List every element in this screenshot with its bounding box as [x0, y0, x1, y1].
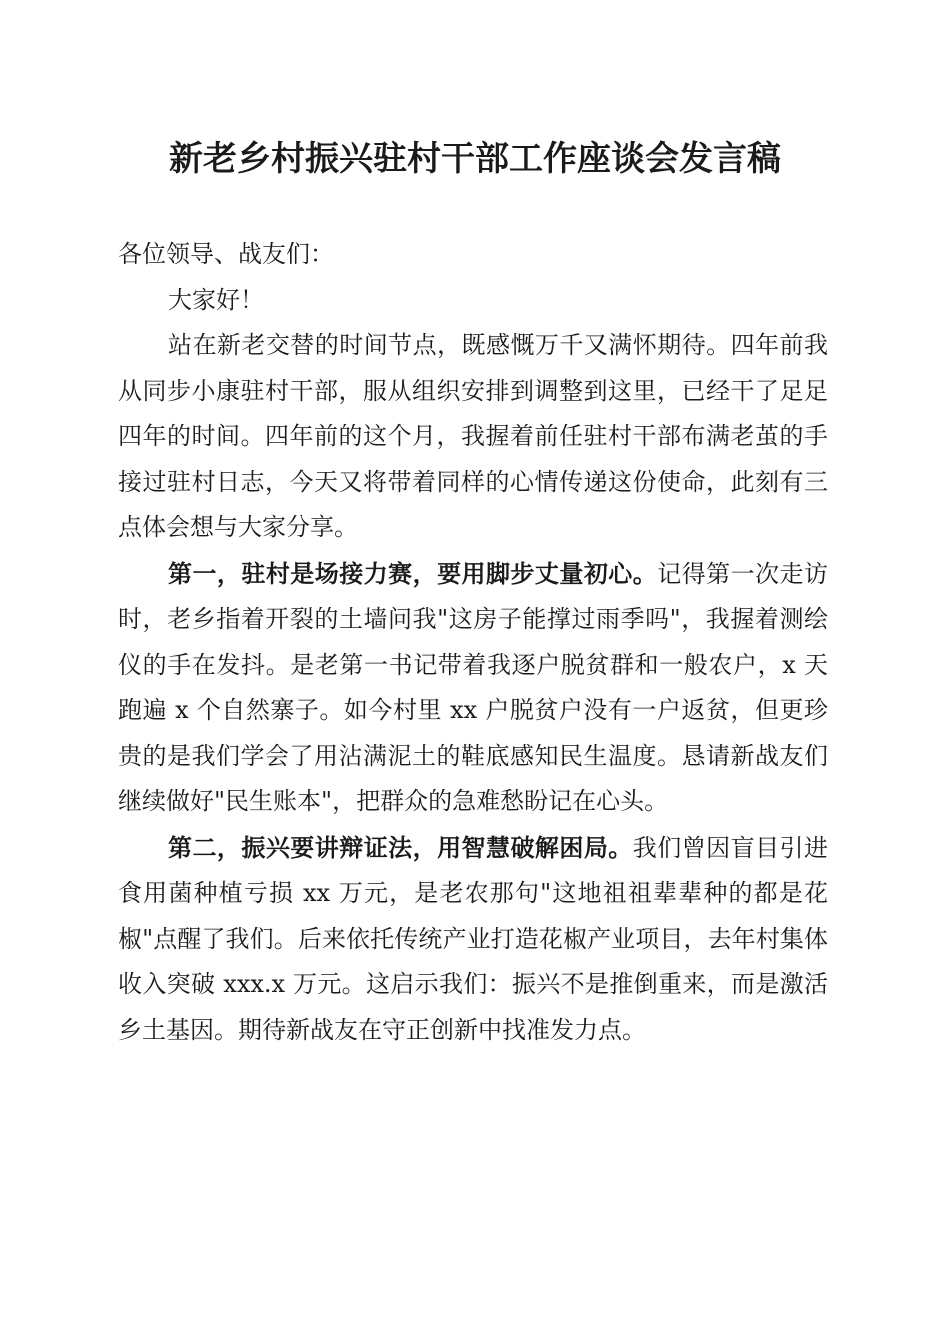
salutation: 各位领导、战友们：: [118, 240, 334, 268]
paragraph-text: 记得第一次走访时，老乡指着开裂的土墙问我"这房子能撑过雨季吗"，我握着测绘仪的手在发抖。是老第一书记带着我逐户脱贫群和一般农户，x 天跑遍 x 个自然寨子。如今村里 xx 户脱贫户没有一户返贫，但更珍贵的是我们学会了用沾满泥土的鞋底感知民生温度。恳请新战友们继续做好"民生账本"，把群众的急难愁盼记在心头。: [118, 559, 829, 815]
paragraph-point-two: [118, 825, 828, 1054]
paragraph-lead: 第一，驻村是场接力赛，要用脚步丈量初心。: [168, 558, 658, 588]
document-title: 新老乡村振兴驻村干部工作座谈会发言稿: [169, 139, 781, 179]
document-body: [118, 232, 828, 1053]
paragraph-text: 我们曾因盲目引进食用菌种植亏损 xx 万元，是老农那句"这地祖祖辈辈种的都是花椒"点醒了我们。后来依托传统产业打造花椒产业项目，去年村集体收入突破 xxx.x 万元。这启示我们：振兴不是推倒重来，而是激活乡土基因。期待新战友在守正创新中找准发力点。: [118, 833, 829, 1044]
paragraph-lead: 第二，振兴要讲辩证法，用智慧破解困局。: [168, 832, 633, 862]
paragraph-text: 站在新老交替的时间节点，既感慨万千又满怀期待。四年前我从同步小康驻村干部，服从组织安排到调整到这里，已经干了足足四年的时间。四年前的这个月，我握着前任驻村干部布满老茧的手接过驻村日志，今天又将带着同样的心情传递这份使命，此刻有三点体会想与大家分享。: [118, 331, 828, 541]
greeting: 大家好！: [168, 285, 264, 314]
paragraph-intro: [118, 323, 828, 551]
paragraph-point-one: [118, 551, 828, 825]
